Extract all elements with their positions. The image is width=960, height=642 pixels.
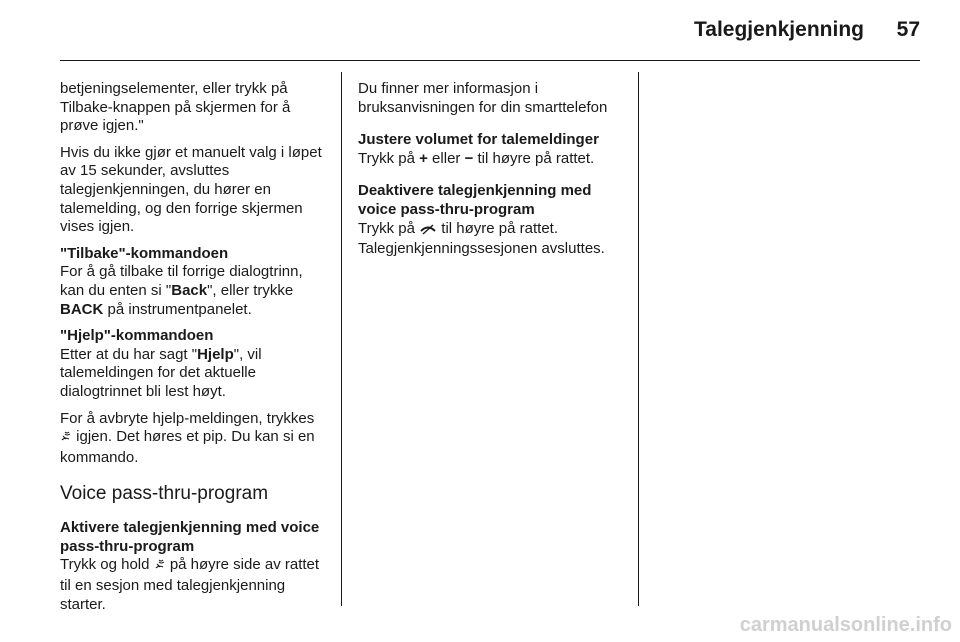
right-column: [358, 80, 623, 259]
back-command-text: For å gå tilbake til forrige dialogtrinn, kan du enten si "Back", eller trykke BACK på instrumentpanelet.: [60, 263, 303, 318]
activate-heading: Aktivere talegjenkjenning med voice pass-thru-program: [60, 519, 320, 555]
paragraph-timeout: Hvis du ikke gjør et manuelt valg i løpet av 15 sekunder, avsluttes talegjenkjenningen, du hører en talemelding, og den forrige skjermen vises igjen.: [60, 143, 322, 236]
deactivate-heading: Deaktivere talegjenkjenning med voice pass-thru-program: [358, 182, 592, 218]
volume-heading: Justere volumet for talemeldinger: [358, 131, 599, 149]
back-key: BACK: [60, 300, 104, 318]
help-command-heading: "Hjelp"-kommandoen: [60, 327, 214, 345]
header-rule: [60, 60, 920, 61]
plus-icon: +: [419, 149, 428, 167]
back-word: Back: [171, 281, 208, 299]
volume-text: Trykk på + eller − til høyre på rattet.: [358, 149, 595, 167]
help-word: Hjelp: [197, 345, 234, 363]
left-column: [60, 80, 330, 614]
page-number: 57: [896, 18, 920, 41]
back-command-heading: "Tilbake"-kommandoen: [60, 244, 229, 262]
deactivate-text: Trykk på til høyre på rattet. Talegjenkjenningssesjonen avsluttes.: [358, 219, 605, 258]
paragraph-continuation: betjeningselementer, eller trykk på Tilbake-knappen på skjermen for å prøve igjen.": [60, 80, 291, 135]
abort-help-text: For å avbryte hjelp-meldingen, trykkes igjen. Det høres et pip. Du kan si en kommando.: [60, 409, 315, 466]
smartphone-info-text: Du finner mer informasjon i bruksanvisningen for din smarttelefon: [358, 80, 608, 116]
section-title: Voice pass-thru-program: [60, 483, 269, 505]
page-header-title: Talegjenkjenning: [694, 18, 864, 41]
watermark: carmanualsonline.info: [739, 614, 952, 636]
column-divider-left: [341, 72, 342, 606]
end-call-icon: [419, 222, 437, 241]
steering-wheel-voice-icon: [154, 558, 166, 577]
help-command-text: Etter at du har sagt "Hjelp", vil talemeldingen for det aktuelle dialogtrinnet bli lest høyt.: [60, 345, 262, 400]
activate-text: Trykk og hold på høyre side av rattet til en sesjon med talegjenkjenning starter.: [60, 556, 320, 613]
column-divider-right: [638, 72, 639, 606]
minus-icon: −: [464, 149, 474, 167]
steering-wheel-voice-icon: [60, 430, 72, 449]
